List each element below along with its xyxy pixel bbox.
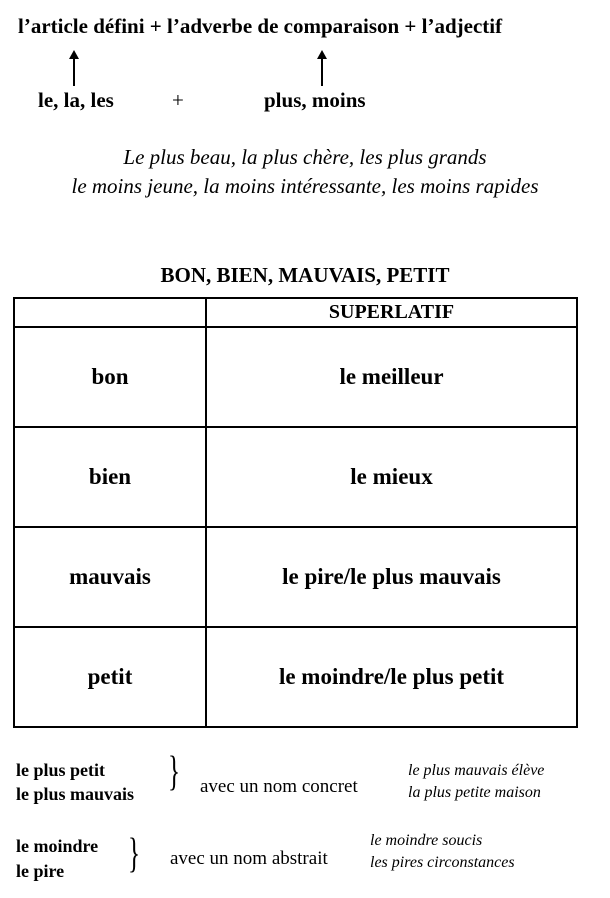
note-term: le plus mauvais <box>16 784 135 804</box>
superlative-table <box>13 297 578 728</box>
note-example: le moindre soucis <box>370 832 483 849</box>
note-usage: avec un nom abstrait <box>170 848 328 869</box>
note-example: le plus mauvais élève <box>408 762 545 779</box>
table-title: BON, BIEN, MAUVAIS, PETIT <box>160 263 450 287</box>
formula-plus-2: + <box>399 14 422 38</box>
note-term: le pire <box>16 861 65 881</box>
adverbs-list: plus, moins <box>264 88 366 112</box>
table-row <box>14 527 577 627</box>
adjective-cell: petit <box>14 627 206 727</box>
note-term: le plus petit <box>16 760 106 780</box>
table-row <box>14 327 577 427</box>
example-line-2: le moins jeune, la moins intéressante, les moins rapides <box>71 174 539 198</box>
superlative-cell: le meilleur <box>206 327 577 427</box>
articles-list: le, la, les <box>38 88 114 112</box>
table-header-row <box>14 298 577 327</box>
table-header-cell: SUPERLATIF <box>206 298 577 327</box>
right-brace-icon: } <box>128 831 141 877</box>
adjective-cell: bien <box>14 427 206 527</box>
superlative-cell: le moindre/le plus petit <box>206 627 577 727</box>
note-example: la plus petite maison <box>408 784 541 801</box>
example-line-1: Le plus beau, la plus chère, les plus grands <box>123 145 487 169</box>
table-header-cell <box>14 298 206 327</box>
superlative-cell: le pire/le plus mauvais <box>206 527 577 627</box>
table-row <box>14 427 577 527</box>
plus-sign: + <box>172 88 184 112</box>
note-term: le moindre <box>16 836 99 856</box>
formula-adjective: l’adjectif <box>421 14 503 38</box>
adjective-cell: bon <box>14 327 206 427</box>
adjective-cell: mauvais <box>14 527 206 627</box>
formula-article: l’article défini <box>18 14 145 38</box>
note-example: les pires circonstances <box>370 854 515 871</box>
table-row <box>14 627 577 727</box>
formula-adverb: l’adverbe de comparaison <box>167 14 400 38</box>
superlative-cell: le mieux <box>206 427 577 527</box>
formula-plus-1: + <box>144 14 168 38</box>
right-brace-icon: } <box>168 749 181 795</box>
note-usage: avec un nom concret <box>200 776 358 797</box>
formula-line <box>18 14 502 39</box>
